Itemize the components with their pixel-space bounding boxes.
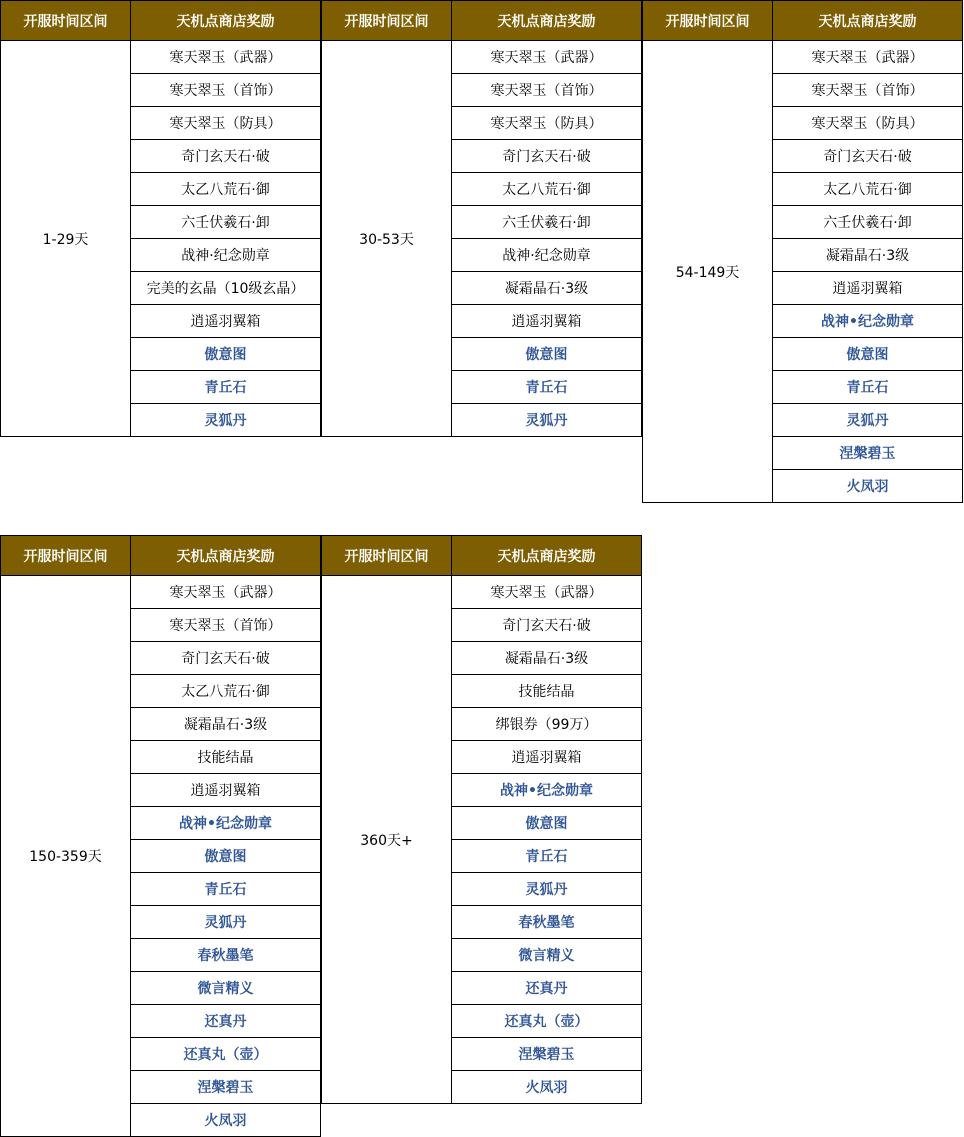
reward-cell: 寒天翠玉（首饰）: [773, 74, 963, 107]
reward-table-4: [0, 535, 321, 1137]
header-range: 开服时间区间: [322, 1, 452, 41]
reward-cell-highlighted: 青丘石: [131, 873, 321, 906]
header-row: [1, 536, 321, 576]
reward-cell: 奇门玄天石·破: [452, 140, 642, 173]
time-range-cell: 30-53天: [322, 41, 452, 437]
header-rewards: 天机点商店奖励: [131, 1, 321, 41]
reward-cell: 逍遥羽翼箱: [452, 741, 642, 774]
header-rewards: 天机点商店奖励: [452, 536, 642, 576]
reward-cell: 六壬伏羲石·卸: [452, 206, 642, 239]
header-rewards: 天机点商店奖励: [452, 1, 642, 41]
reward-cell: 凝霜晶石·3级: [452, 642, 642, 675]
reward-cell-highlighted: 灵狐丹: [773, 404, 963, 437]
reward-cell: 太乙八荒石·御: [131, 675, 321, 708]
reward-table-1: [0, 0, 321, 437]
header-range: 开服时间区间: [1, 536, 131, 576]
reward-cell: 寒天翠玉（武器）: [131, 576, 321, 609]
header-row: [322, 1, 642, 41]
reward-cell: 寒天翠玉（防具）: [452, 107, 642, 140]
reward-cell-highlighted: 还真丸（壶）: [131, 1038, 321, 1071]
header-rewards: 天机点商店奖励: [773, 1, 963, 41]
reward-cell-highlighted: 春秋墨笔: [452, 906, 642, 939]
reward-cell-highlighted: 傲意图: [452, 338, 642, 371]
reward-cell-highlighted: 战神•纪念勋章: [131, 807, 321, 840]
reward-cell-highlighted: 傲意图: [131, 840, 321, 873]
reward-cell: 逍遥羽翼箱: [452, 305, 642, 338]
reward-cell: 六壬伏羲石·卸: [131, 206, 321, 239]
reward-cell: 寒天翠玉（武器）: [773, 41, 963, 74]
reward-cell: 绑银券（99万）: [452, 708, 642, 741]
header-rewards: 天机点商店奖励: [131, 536, 321, 576]
reward-cell-highlighted: 还真丹: [452, 972, 642, 1005]
reward-cell-highlighted: 火凤羽: [773, 470, 963, 503]
reward-cell: 技能结晶: [452, 675, 642, 708]
reward-table-5: [321, 535, 642, 1104]
reward-cell: 太乙八荒石·御: [131, 173, 321, 206]
reward-cell-highlighted: 涅槃碧玉: [452, 1038, 642, 1071]
reward-cell-highlighted: 傲意图: [131, 338, 321, 371]
reward-cell-highlighted: 微言精义: [131, 972, 321, 1005]
reward-cell-highlighted: 灵狐丹: [452, 404, 642, 437]
reward-cell: 奇门玄天石·破: [131, 140, 321, 173]
reward-cell: 奇门玄天石·破: [773, 140, 963, 173]
reward-cell-highlighted: 涅槃碧玉: [131, 1071, 321, 1104]
reward-cell-highlighted: 还真丸（壶）: [452, 1005, 642, 1038]
reward-cell: 奇门玄天石·破: [452, 609, 642, 642]
reward-cell: 寒天翠玉（防具）: [773, 107, 963, 140]
reward-cell-highlighted: 火凤羽: [452, 1071, 642, 1104]
reward-cell-highlighted: 微言精义: [452, 939, 642, 972]
time-range-cell: 54-149天: [643, 41, 773, 503]
reward-cell-highlighted: 灵狐丹: [452, 873, 642, 906]
reward-cell-highlighted: 灵狐丹: [131, 404, 321, 437]
reward-cell: 凝霜晶石·3级: [452, 272, 642, 305]
reward-cell: 逍遥羽翼箱: [131, 305, 321, 338]
reward-cell: 太乙八荒石·御: [773, 173, 963, 206]
reward-cell: 寒天翠玉（首饰）: [452, 74, 642, 107]
header-row: [1, 1, 321, 41]
reward-cell: 凝霜晶石·3级: [773, 239, 963, 272]
reward-cell: 寒天翠玉（首饰）: [131, 74, 321, 107]
reward-table-2: [321, 0, 642, 437]
reward-table-3: [642, 0, 963, 503]
reward-cell-highlighted: 火凤羽: [131, 1104, 321, 1137]
header-range: 开服时间区间: [1, 1, 131, 41]
reward-cell-highlighted: 涅槃碧玉: [773, 437, 963, 470]
table-row: [1, 576, 321, 609]
reward-cell: 寒天翠玉（武器）: [452, 576, 642, 609]
table-row: [643, 41, 963, 74]
reward-cell: 寒天翠玉（武器）: [131, 41, 321, 74]
reward-cell-highlighted: 青丘石: [131, 371, 321, 404]
reward-cell-highlighted: 灵狐丹: [131, 906, 321, 939]
reward-cell: 六壬伏羲石·卸: [773, 206, 963, 239]
reward-cell: 逍遥羽翼箱: [131, 774, 321, 807]
reward-cell: 战神·纪念勋章: [452, 239, 642, 272]
reward-cell: 太乙八荒石·御: [452, 173, 642, 206]
table-row: [1, 41, 321, 74]
reward-cell-highlighted: 青丘石: [452, 371, 642, 404]
time-range-cell: 150-359天: [1, 576, 131, 1137]
reward-cell: 寒天翠玉（防具）: [131, 107, 321, 140]
reward-cell-highlighted: 还真丹: [131, 1005, 321, 1038]
reward-cell: 战神·纪念勋章: [131, 239, 321, 272]
header-row: [643, 1, 963, 41]
reward-cell: 寒天翠玉（首饰）: [131, 609, 321, 642]
header-range: 开服时间区间: [322, 536, 452, 576]
table-row: [322, 576, 642, 609]
time-range-cell: 360天+: [322, 576, 452, 1104]
time-range-cell: 1-29天: [1, 41, 131, 437]
reward-cell: 奇门玄天石·破: [131, 642, 321, 675]
reward-cell-highlighted: 春秋墨笔: [131, 939, 321, 972]
reward-cell-highlighted: 傲意图: [773, 338, 963, 371]
reward-cell: 技能结晶: [131, 741, 321, 774]
reward-cell: 逍遥羽翼箱: [773, 272, 963, 305]
header-row: [322, 536, 642, 576]
header-range: 开服时间区间: [643, 1, 773, 41]
reward-cell-highlighted: 青丘石: [773, 371, 963, 404]
reward-cell-highlighted: 傲意图: [452, 807, 642, 840]
reward-cell-highlighted: 战神•纪念勋章: [452, 774, 642, 807]
table-row: [322, 41, 642, 74]
reward-cell: 凝霜晶石·3级: [131, 708, 321, 741]
reward-cell: 寒天翠玉（武器）: [452, 41, 642, 74]
reward-cell: 完美的玄晶（10级玄晶）: [131, 272, 321, 305]
reward-cell-highlighted: 青丘石: [452, 840, 642, 873]
reward-cell-highlighted: 战神•纪念勋章: [773, 305, 963, 338]
